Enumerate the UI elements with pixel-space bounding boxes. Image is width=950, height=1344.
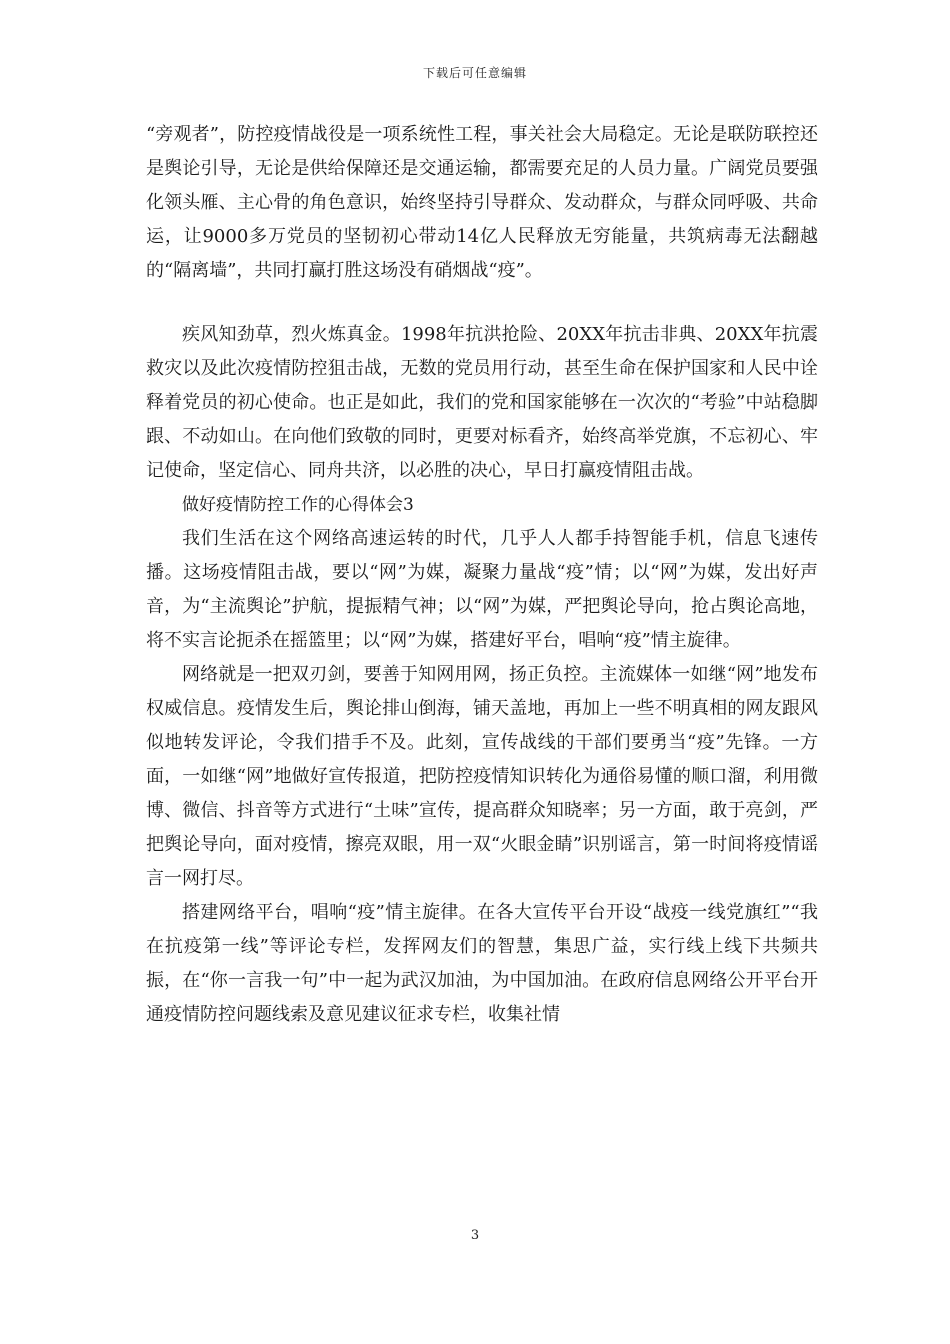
paragraph: 疾风知劲草，烈火炼真金。1998年抗洪抢险、20XX年抗击非典、20XX年抗震救灾以及此次疫情防控狙击战，无数的党员用行动，甚至生命在保护国家和人民中诠释着党员的初心使命。也正是如此，我们的党和国家能够在一次次的“考验”中站稳脚跟、不动如山。在向他们致敬的同时，更要对标看齐，始终高举党旗，不忘初心、牢记使命，坚定信心、同舟共济，以必胜的决心，早日打赢疫情阻击战。 [146,324,818,481]
page-number: 3 [470,1228,480,1243]
section-heading: 做好疫情防控工作的心得体会3 [182,495,414,515]
paragraph-gap [146,288,818,318]
page-header: 下载后可任意编辑 [422,66,527,80]
paragraph-continuation: “旁观者”，防控疫情战役是一项系统性工程，事关社会大局稳定。无论是联防联控还是舆论引导，无论是供给保障还是交通运输，都需要充足的人员力量。广阔党员要强化领头雁、主心骨的角色意识，始终坚持引导群众、发动群众，与群众同呼吸、共命运，让9000多万党员的坚韧初心带动14亿人民释放无穷能量，共筑病毒无法翻越的“隔离墙”，共同打赢打胜这场没有硝烟战“疫”。 [146,124,818,281]
paragraph: 网络就是一把双刃剑，要善于知网用网，扬正负控。主流媒体一如继“网”地发布权威信息。疫情发生后，舆论排山倒海，铺天盖地，再加上一些不明真相的网友跟风似地转发评论，令我们措手不及。此刻，宣传战线的干部们要勇当“疫”先锋。一方面，一如继“网”地做好宣传报道，把防控疫情知识转化为通俗易懂的顺口溜，利用微博、微信、抖音等方式进行“土味”宣传，提高群众知晓率；另一方面，敢于亮剑，严把舆论导向，面对疫情，擦亮双眼，用一双“火眼金睛”识别谣言，第一时间将疫情谣言一网打尽。 [146,664,818,889]
paragraph: 我们生活在这个网络高速运转的时代，几乎人人都手持智能手机，信息飞速传播。这场疫情阻击战，要以“网”为媒，凝聚力量战“疫”情；以“网”为媒，发出好声音，为“主流舆论”护航，提振精气神；以“网”为媒，严把舆论导向，抢占舆论高地，将不实言论扼杀在摇篮里；以“网”为媒，搭建好平台，唱响“疫”情主旋律。 [146,528,818,651]
document-body [146,118,818,1032]
paragraph: 搭建网络平台，唱响“疫”情主旋律。在各大宣传平台开设“战疫一线党旗红”“我在抗疫第一线”等评论专栏，发挥网友们的智慧，集思广益，实行线上线下共频共振，在“你一言我一句”中一起为武汉加油，为中国加油。在政府信息网络公开平台开通疫情防控问题线索及意见建议征求专栏，收集社情 [146,902,818,1025]
